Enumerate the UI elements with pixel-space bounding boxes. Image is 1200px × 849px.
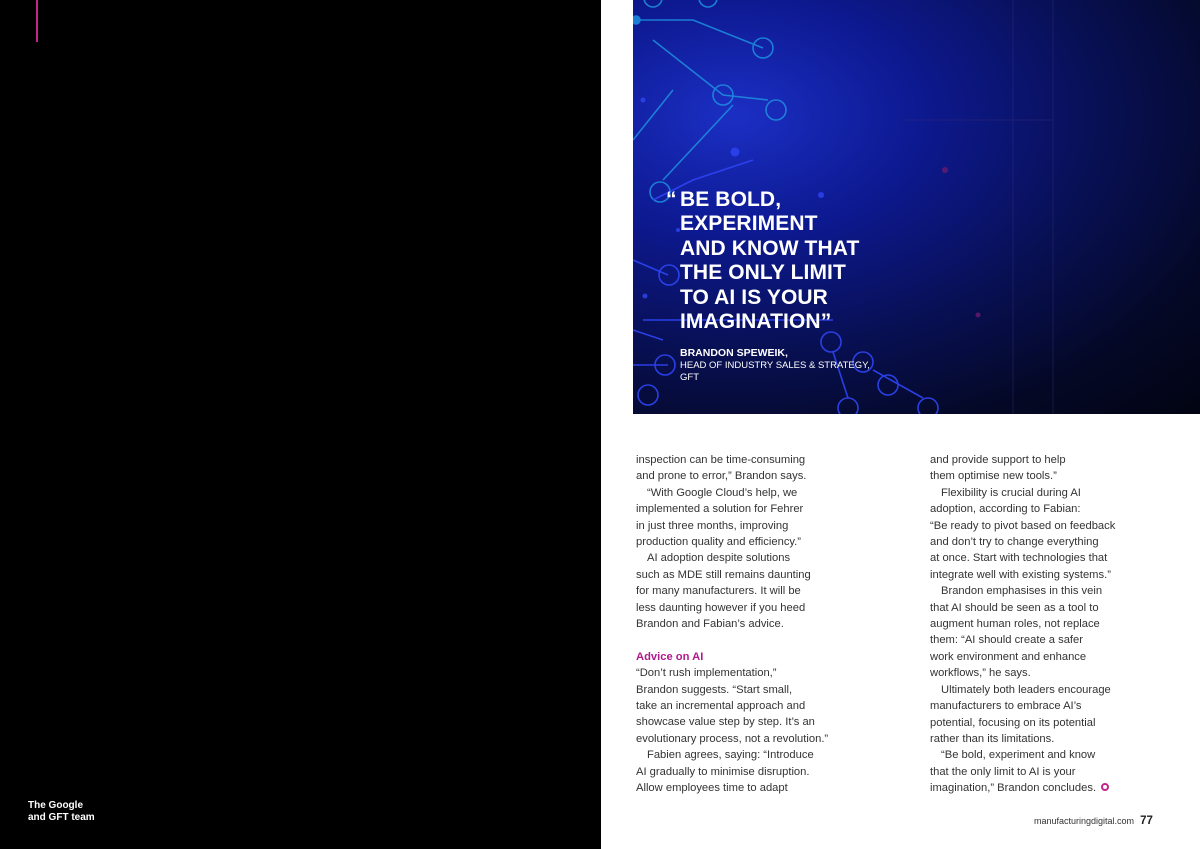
text-line: that the only limit to AI is your xyxy=(930,765,1076,778)
quote-open-mark: “ xyxy=(666,188,677,211)
pull-quote-line: AND KNOW THAT xyxy=(680,236,860,260)
attribution-name: BRANDON SPEWEIK, xyxy=(680,347,788,359)
paragraph xyxy=(930,485,1160,583)
text-line: rather than its limitations. xyxy=(930,732,1055,745)
paragraph xyxy=(636,665,876,747)
text-line: “Don’t rush implementation,” xyxy=(636,667,777,680)
text-line: in just three months, improving xyxy=(636,519,789,532)
paragraph xyxy=(930,583,1160,681)
text-line: AI adoption despite solutions xyxy=(647,552,791,565)
text-line: Fabien agrees, saying: “Introduce xyxy=(647,749,814,762)
photo-caption xyxy=(28,800,95,824)
paragraph xyxy=(930,747,1160,796)
text-line: AI gradually to minimise disruption. xyxy=(636,765,810,778)
page-number: 77 xyxy=(1140,815,1153,827)
paragraph xyxy=(930,452,1160,485)
footer-site: manufacturingdigital.com xyxy=(1034,816,1135,826)
attribution-role-line: HEAD OF INDUSTRY SALES & STRATEGY, xyxy=(680,360,870,371)
text-line: implemented a solution for Fehrer xyxy=(636,503,804,516)
paragraph xyxy=(636,550,876,632)
text-line: integrate well with existing systems.” xyxy=(930,568,1111,581)
text-line: inspection can be time-consuming xyxy=(636,454,806,466)
pull-quote-line: IMAGINATION” xyxy=(680,310,832,334)
text-line: adoption, according to Fabian: xyxy=(930,503,1081,516)
text-line: take an incremental approach and xyxy=(636,700,806,713)
text-line: and provide support to help xyxy=(930,454,1066,466)
pull-quote-line: THE ONLY LIMIT xyxy=(680,261,846,285)
section-heading: Advice on AI xyxy=(636,650,704,663)
attribution-role-line: GFT xyxy=(680,372,699,383)
pull-quote xyxy=(680,188,900,334)
text-line: work environment and enhance xyxy=(930,650,1087,663)
article-column-1 xyxy=(636,452,876,797)
text-line: “Be ready to pivot based on feedback xyxy=(930,519,1116,532)
text-line: showcase value step by step. It’s an xyxy=(636,716,815,729)
end-mark-icon xyxy=(1101,783,1109,791)
text-line: Ultimately both leaders encourage xyxy=(941,683,1111,696)
paragraph xyxy=(636,485,876,551)
text-line: such as MDE still remains daunting xyxy=(636,568,811,581)
text-line: them optimise new tools.” xyxy=(930,470,1057,483)
paragraph xyxy=(636,747,876,796)
pull-quote-line: BE BOLD, xyxy=(680,188,782,211)
text-line: Brandon suggests. “Start small, xyxy=(636,683,793,696)
text-line: at once. Start with technologies that xyxy=(930,552,1108,565)
caption-line: The Google xyxy=(28,800,83,811)
paragraph xyxy=(636,452,876,485)
text-line: Flexibility is crucial during AI xyxy=(941,486,1081,499)
text: imagination,” Brandon concludes. xyxy=(930,782,1097,795)
quote-attribution xyxy=(680,346,890,384)
text-line: augment human roles, not replace xyxy=(930,618,1100,631)
text-line: Brandon and Fabian’s advice. xyxy=(636,618,784,631)
text-line: potential, focusing on its potential xyxy=(930,716,1096,729)
text-line: evolutionary process, not a revolution.” xyxy=(636,732,829,745)
page-footer xyxy=(1034,815,1153,827)
text-line: and don’t try to change everything xyxy=(930,536,1099,549)
text-line: and prone to error,” Brandon says. xyxy=(636,470,807,483)
pull-quote-line: EXPERIMENT xyxy=(680,212,818,236)
caption-line: and GFT team xyxy=(28,812,95,823)
text-line: “Be bold, experiment and know xyxy=(941,749,1096,762)
text-line: less daunting however if you heed xyxy=(636,601,806,614)
text-line: that AI should be seen as a tool to xyxy=(930,601,1099,614)
accent-line xyxy=(36,0,38,42)
text-line-last xyxy=(930,780,1160,796)
text-line: Brandon emphasises in this vein xyxy=(941,585,1103,598)
text-line: them: “AI should create a safer xyxy=(930,634,1083,647)
text-line: workflows,” he says. xyxy=(930,667,1031,680)
pull-quote-line: TO AI IS YOUR xyxy=(680,285,828,309)
text-line: production quality and efficiency.” xyxy=(636,536,802,549)
article-column-2 xyxy=(930,452,1160,797)
text-line: for many manufacturers. It will be xyxy=(636,585,801,598)
paragraph xyxy=(930,682,1160,748)
text-line: manufacturers to embrace AI’s xyxy=(930,700,1082,713)
text-line: Allow employees time to adapt xyxy=(636,782,788,795)
attribution-role xyxy=(680,360,890,384)
text-line: “With Google Cloud’s help, we xyxy=(647,486,798,499)
